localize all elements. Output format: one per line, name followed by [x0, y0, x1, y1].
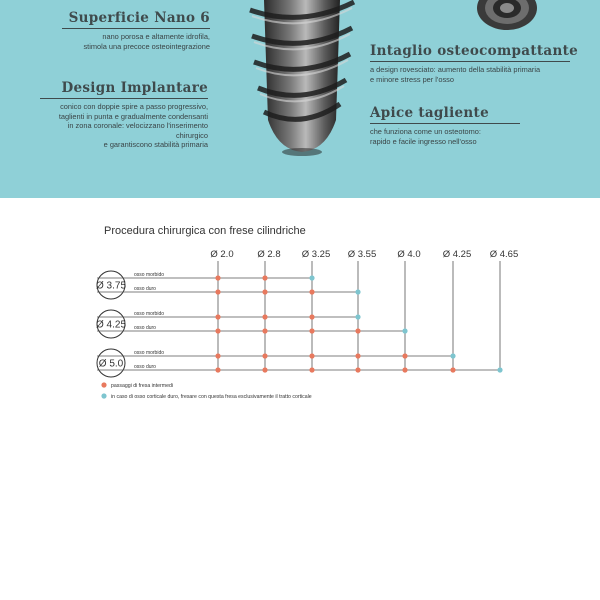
- intermediate-drill-dot: [262, 353, 267, 358]
- intermediate-drill-dot: [262, 367, 267, 372]
- feature-desc: nano porosa e altamente idrofila, stimola una precoce osteointegrazione: [83, 32, 210, 51]
- intermediate-drill-dot: [355, 367, 360, 372]
- intermediate-drill-dot: [309, 353, 314, 358]
- intermediate-drill-dot: [215, 275, 220, 280]
- bone-type-label: osso duro: [134, 364, 156, 370]
- cortical-drill-dot: [309, 275, 314, 280]
- intermediate-drill-dot: [262, 275, 267, 280]
- drill-size-label: Ø 2.0: [210, 249, 234, 260]
- drill-size-label: Ø 2.8: [257, 249, 281, 260]
- feature-apex: [370, 105, 520, 146]
- feature-title: Apice tagliente: [370, 105, 520, 124]
- feature-title: Intaglio osteocompattante: [370, 43, 570, 62]
- cortical-drill-dot: [355, 314, 360, 319]
- intermediate-drill-dot: [215, 289, 220, 294]
- drill-size-label: Ø 3.25: [301, 249, 331, 260]
- intermediate-drill-dot: [309, 289, 314, 294]
- legend-label: passaggi di fresa intermedi: [111, 383, 173, 389]
- intermediate-drill-dot: [215, 328, 220, 333]
- intermediate-drill-dot: [355, 353, 360, 358]
- feature-title: Superficie Nano 6: [62, 10, 210, 29]
- drill-size-label: Ø 4.25: [442, 249, 472, 260]
- procedure-title: Procedura chirurgica con frese cilindriche: [104, 225, 306, 237]
- legend-dot: [101, 393, 106, 398]
- intermediate-drill-dot: [215, 367, 220, 372]
- cortical-drill-dot: [450, 353, 455, 358]
- drill-size-label: Ø 3.55: [347, 249, 377, 260]
- implant-size-label: Ø 3.75: [95, 280, 127, 292]
- bone-type-label: osso duro: [134, 325, 156, 331]
- legend-label: in caso di osso corticale duro, fresare con questa fresa esclusivamente il tratto corticale: [111, 394, 312, 400]
- intermediate-drill-dot: [450, 367, 455, 372]
- intermediate-drill-dot: [262, 328, 267, 333]
- feature-notch: [370, 43, 579, 84]
- implant-top-view-image: [475, 0, 539, 32]
- feature-desc: conico con doppie spire a passo progressivo, taglienti in punta e gradualmente condensanti in zona coronale: velocizzano l'inserimento chirurgico e garantiscono stabilità primaria: [58, 102, 208, 150]
- cortical-drill-dot: [402, 328, 407, 333]
- intermediate-drill-dot: [215, 353, 220, 358]
- intermediate-drill-dot: [402, 353, 407, 358]
- intermediate-drill-dot: [402, 367, 407, 372]
- intermediate-drill-dot: [262, 289, 267, 294]
- feature-title: Design Implantare: [40, 80, 208, 99]
- implant-image: [246, 0, 358, 160]
- bone-type-label: osso morbido: [134, 272, 165, 278]
- feature-desc: a design rovesciato: aumento della stabilità primaria e minore stress per l'osso: [370, 65, 541, 84]
- feature-desc: che funziona come un osteotomo: rapido e facile ingresso nell'osso: [370, 127, 481, 146]
- cortical-drill-dot: [355, 289, 360, 294]
- bone-type-label: osso morbido: [134, 311, 165, 317]
- intermediate-drill-dot: [215, 314, 220, 319]
- hero-banner: [0, 0, 600, 198]
- intermediate-drill-dot: [309, 314, 314, 319]
- implant-size-label: Ø 4.25: [95, 319, 127, 331]
- intermediate-drill-dot: [262, 314, 267, 319]
- bone-type-label: osso morbido: [134, 350, 165, 356]
- intermediate-drill-dot: [309, 328, 314, 333]
- intermediate-drill-dot: [309, 367, 314, 372]
- drill-size-label: Ø 4.0: [397, 249, 421, 260]
- feature-design: [40, 80, 208, 150]
- implant-size-label: Ø 5.0: [98, 358, 124, 370]
- bone-type-label: osso duro: [134, 286, 156, 292]
- cortical-drill-dot: [497, 367, 502, 372]
- drill-size-label: Ø 4.65: [489, 249, 519, 260]
- legend-dot: [101, 382, 106, 387]
- drill-procedure-diagram: [0, 240, 600, 410]
- feature-surface: [62, 10, 210, 51]
- intermediate-drill-dot: [355, 328, 360, 333]
